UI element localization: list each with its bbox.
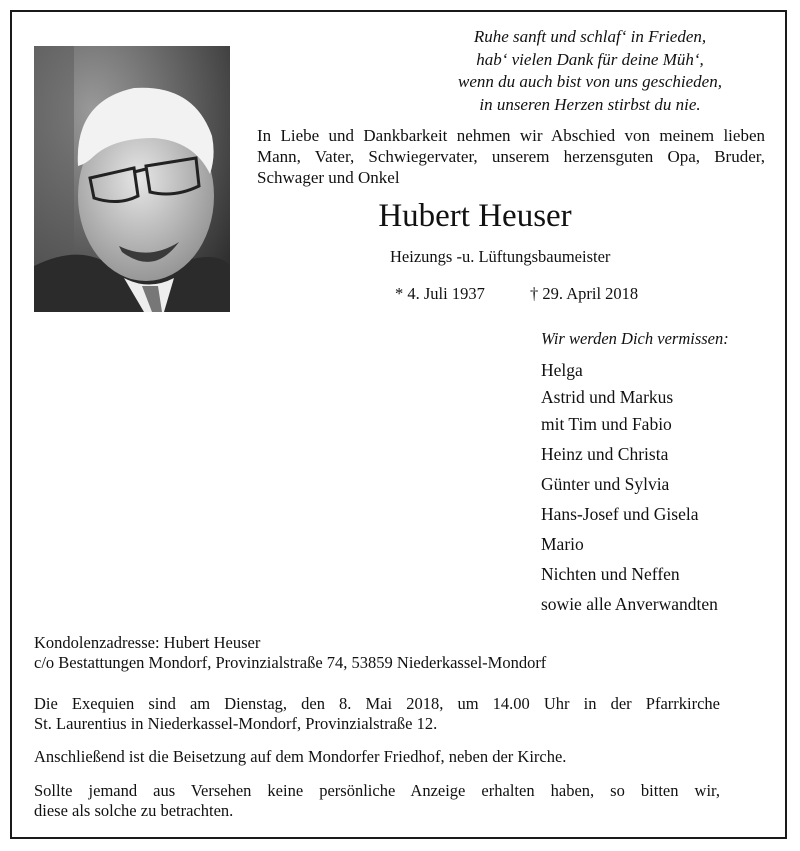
intro-text [257,125,765,188]
intro-line: Schwager und Onkel [257,168,400,187]
mourner: Heinz und Christa [541,444,669,464]
profession: Heizungs -u. Lüftungsbaumeister [390,247,611,266]
mourner: Helga [541,360,583,380]
mourner: Astrid und Markus [541,387,674,407]
mourner: mit Tim und Fabio [541,414,672,434]
mourner: Nichten und Neffen [541,564,680,584]
exequien-paragraph [34,694,720,734]
condolence-address [34,633,546,673]
mourner: Mario [541,534,584,554]
mourner: Günter und Sylvia [541,474,670,494]
intro-line: In Liebe und Dankbarkeit nehmen wir Abschied von meinem lieben [257,126,765,145]
poem-line: in unseren Herzen stirbst du nie. [479,94,701,114]
death-date: † 29. April 2018 [530,284,639,303]
condolence-line: Kondolenzadresse: Hubert Heuser [34,633,261,652]
poem-line: hab‘ vielen Dank für deine Müh‘, [476,49,704,69]
burial-line: Anschließend ist die Beisetzung auf dem Mondorfer Friedhof, neben der Kirche. [34,747,567,766]
deceased-name: Hubert Heuser [378,198,572,234]
mourners-list [541,355,718,619]
burial-paragraph [34,747,720,767]
condolence-line: c/o Bestattungen Mondorf, Provinzialstraße 74, 53859 Niederkassel-Mondorf [34,653,547,672]
birth-date: * 4. Juli 1937 [395,284,485,303]
exequien-line: Die Exequien sind am Dienstag, den 8. Mai 2018, um 14.00 Uhr in der Pfarrkirche [34,694,720,713]
notice-paragraph [34,781,720,821]
notice-line: Sollte jemand aus Versehen keine persönliche Anzeige erhalten haben, so bitten wir, [34,781,720,800]
portrait-photo [34,46,230,312]
poem-line: wenn du auch bist von uns geschieden, [458,72,722,91]
mourner: Hans-Josef und Gisela [541,504,699,524]
exequien-line: St. Laurentius in Niederkassel-Mondorf, Provinzialstraße 12. [34,714,438,733]
notice-line: diese als solche zu betrachten. [34,801,234,820]
poem [420,26,760,116]
mourner: sowie alle Anverwandten [541,594,718,614]
intro-line: Mann, Vater, Schwiegervater, unserem herzensguten Opa, Bruder, [257,147,765,166]
poem-line: Ruhe sanft und schlaf‘ in Frieden, [473,27,707,46]
mourners-heading: Wir werden Dich vermissen: [541,329,729,348]
